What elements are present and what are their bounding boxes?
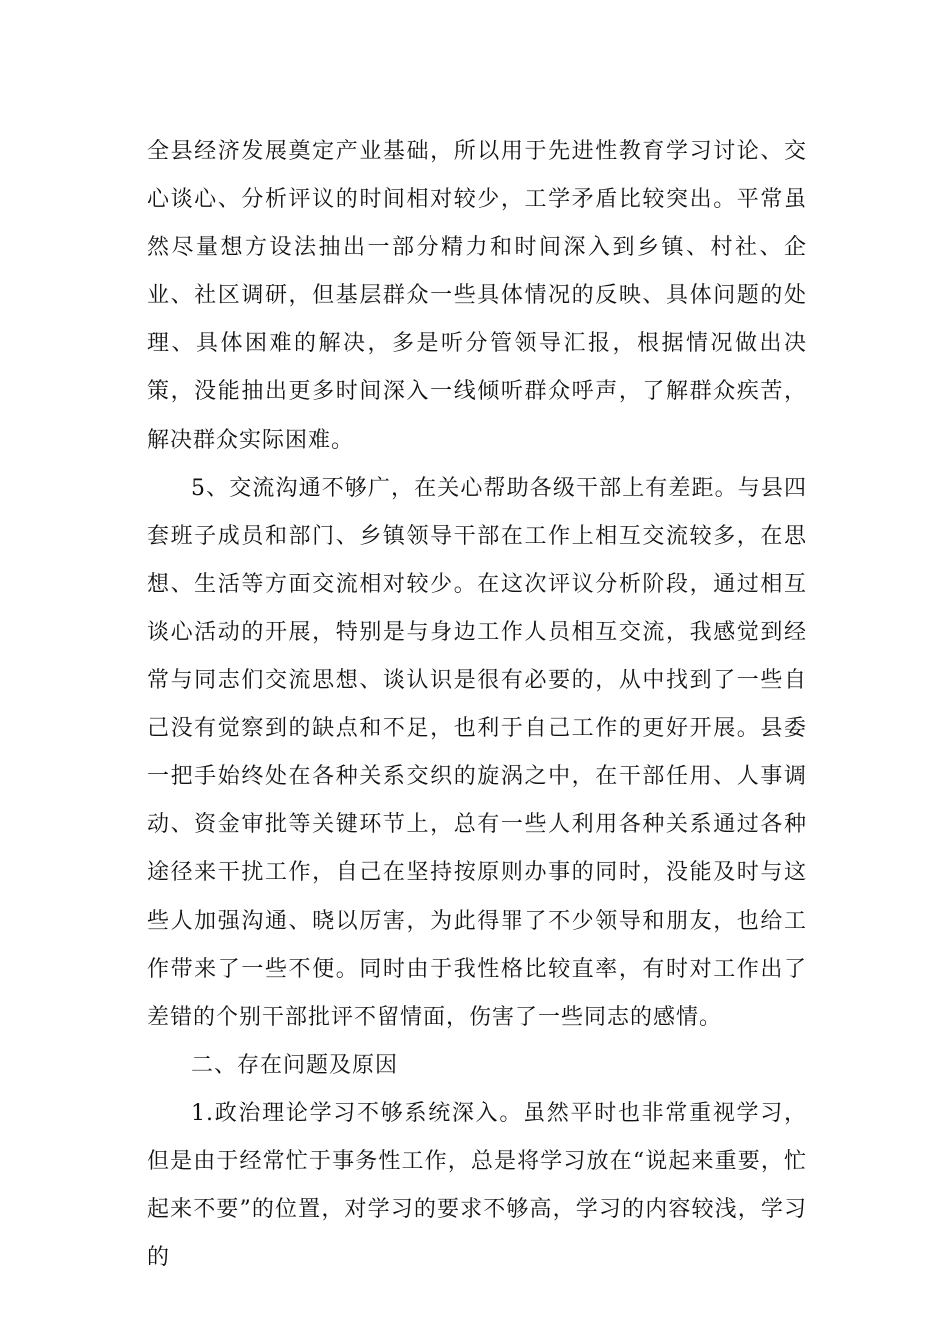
paragraph-item-5: 5、交流沟通不够广，在关心帮助各级干部上有差距。与县四套班子成员和部门、乡镇领导干部在工作上相互交流较多，在思想、生活等方面交流相对较少。在这次评议分析阶段，通过相互谈心活动的开展，特别是与身边工作人员相互交流，我感觉到经常与同志们交流思想、谈认识是很有必要的，从中找到了一些自己没有觉察到的缺点和不足，也利于自己工作的更好开展。县委一把手始终处在各种关系交织的旋涡之中，在干部任用、人事调动、资金审批等关键环节上，总有一些人利用各种关系通过各种途径来干扰工作，自己在坚持按原则办事的同时，没能及时与这些人加强沟通、晓以厉害，为此得罪了不少领导和朋友，也给工作带来了一些不便。同时由于我性格比较直率，有时对工作出了差错的个别干部批评不留情面，伤害了一些同志的感情。 bbox=[147, 475, 807, 1030]
paragraph-item-1: 1.政治理论学习不够系统深入。虽然平时也非常重视学习，但是由于经常忙于事务性工作，总是将学习放在“说起来重要，忙起来不要”的位置，对学习的要求不够高，学习的内容较浅，学习的 bbox=[147, 1100, 807, 1271]
document-body bbox=[147, 128, 807, 1282]
section-heading: 二、存在问题及原因 bbox=[191, 1052, 399, 1078]
paragraph-continuation: 全县经济发展奠定产业基础，所以用于先进性教育学习讨论、交心谈心、分析评议的时间相对较少，工学矛盾比较突出。平常虽然尽量想方设法抽出一部分精力和时间深入到乡镇、村社、企业、社区调研，但基层群众一些具体情况的反映、具体问题的处理、具体困难的解决，多是听分管领导汇报，根据情况做出决策，没能抽出更多时间深入一线倾听群众呼声，了解群众疾苦，解决群众实际困难。 bbox=[147, 139, 807, 453]
